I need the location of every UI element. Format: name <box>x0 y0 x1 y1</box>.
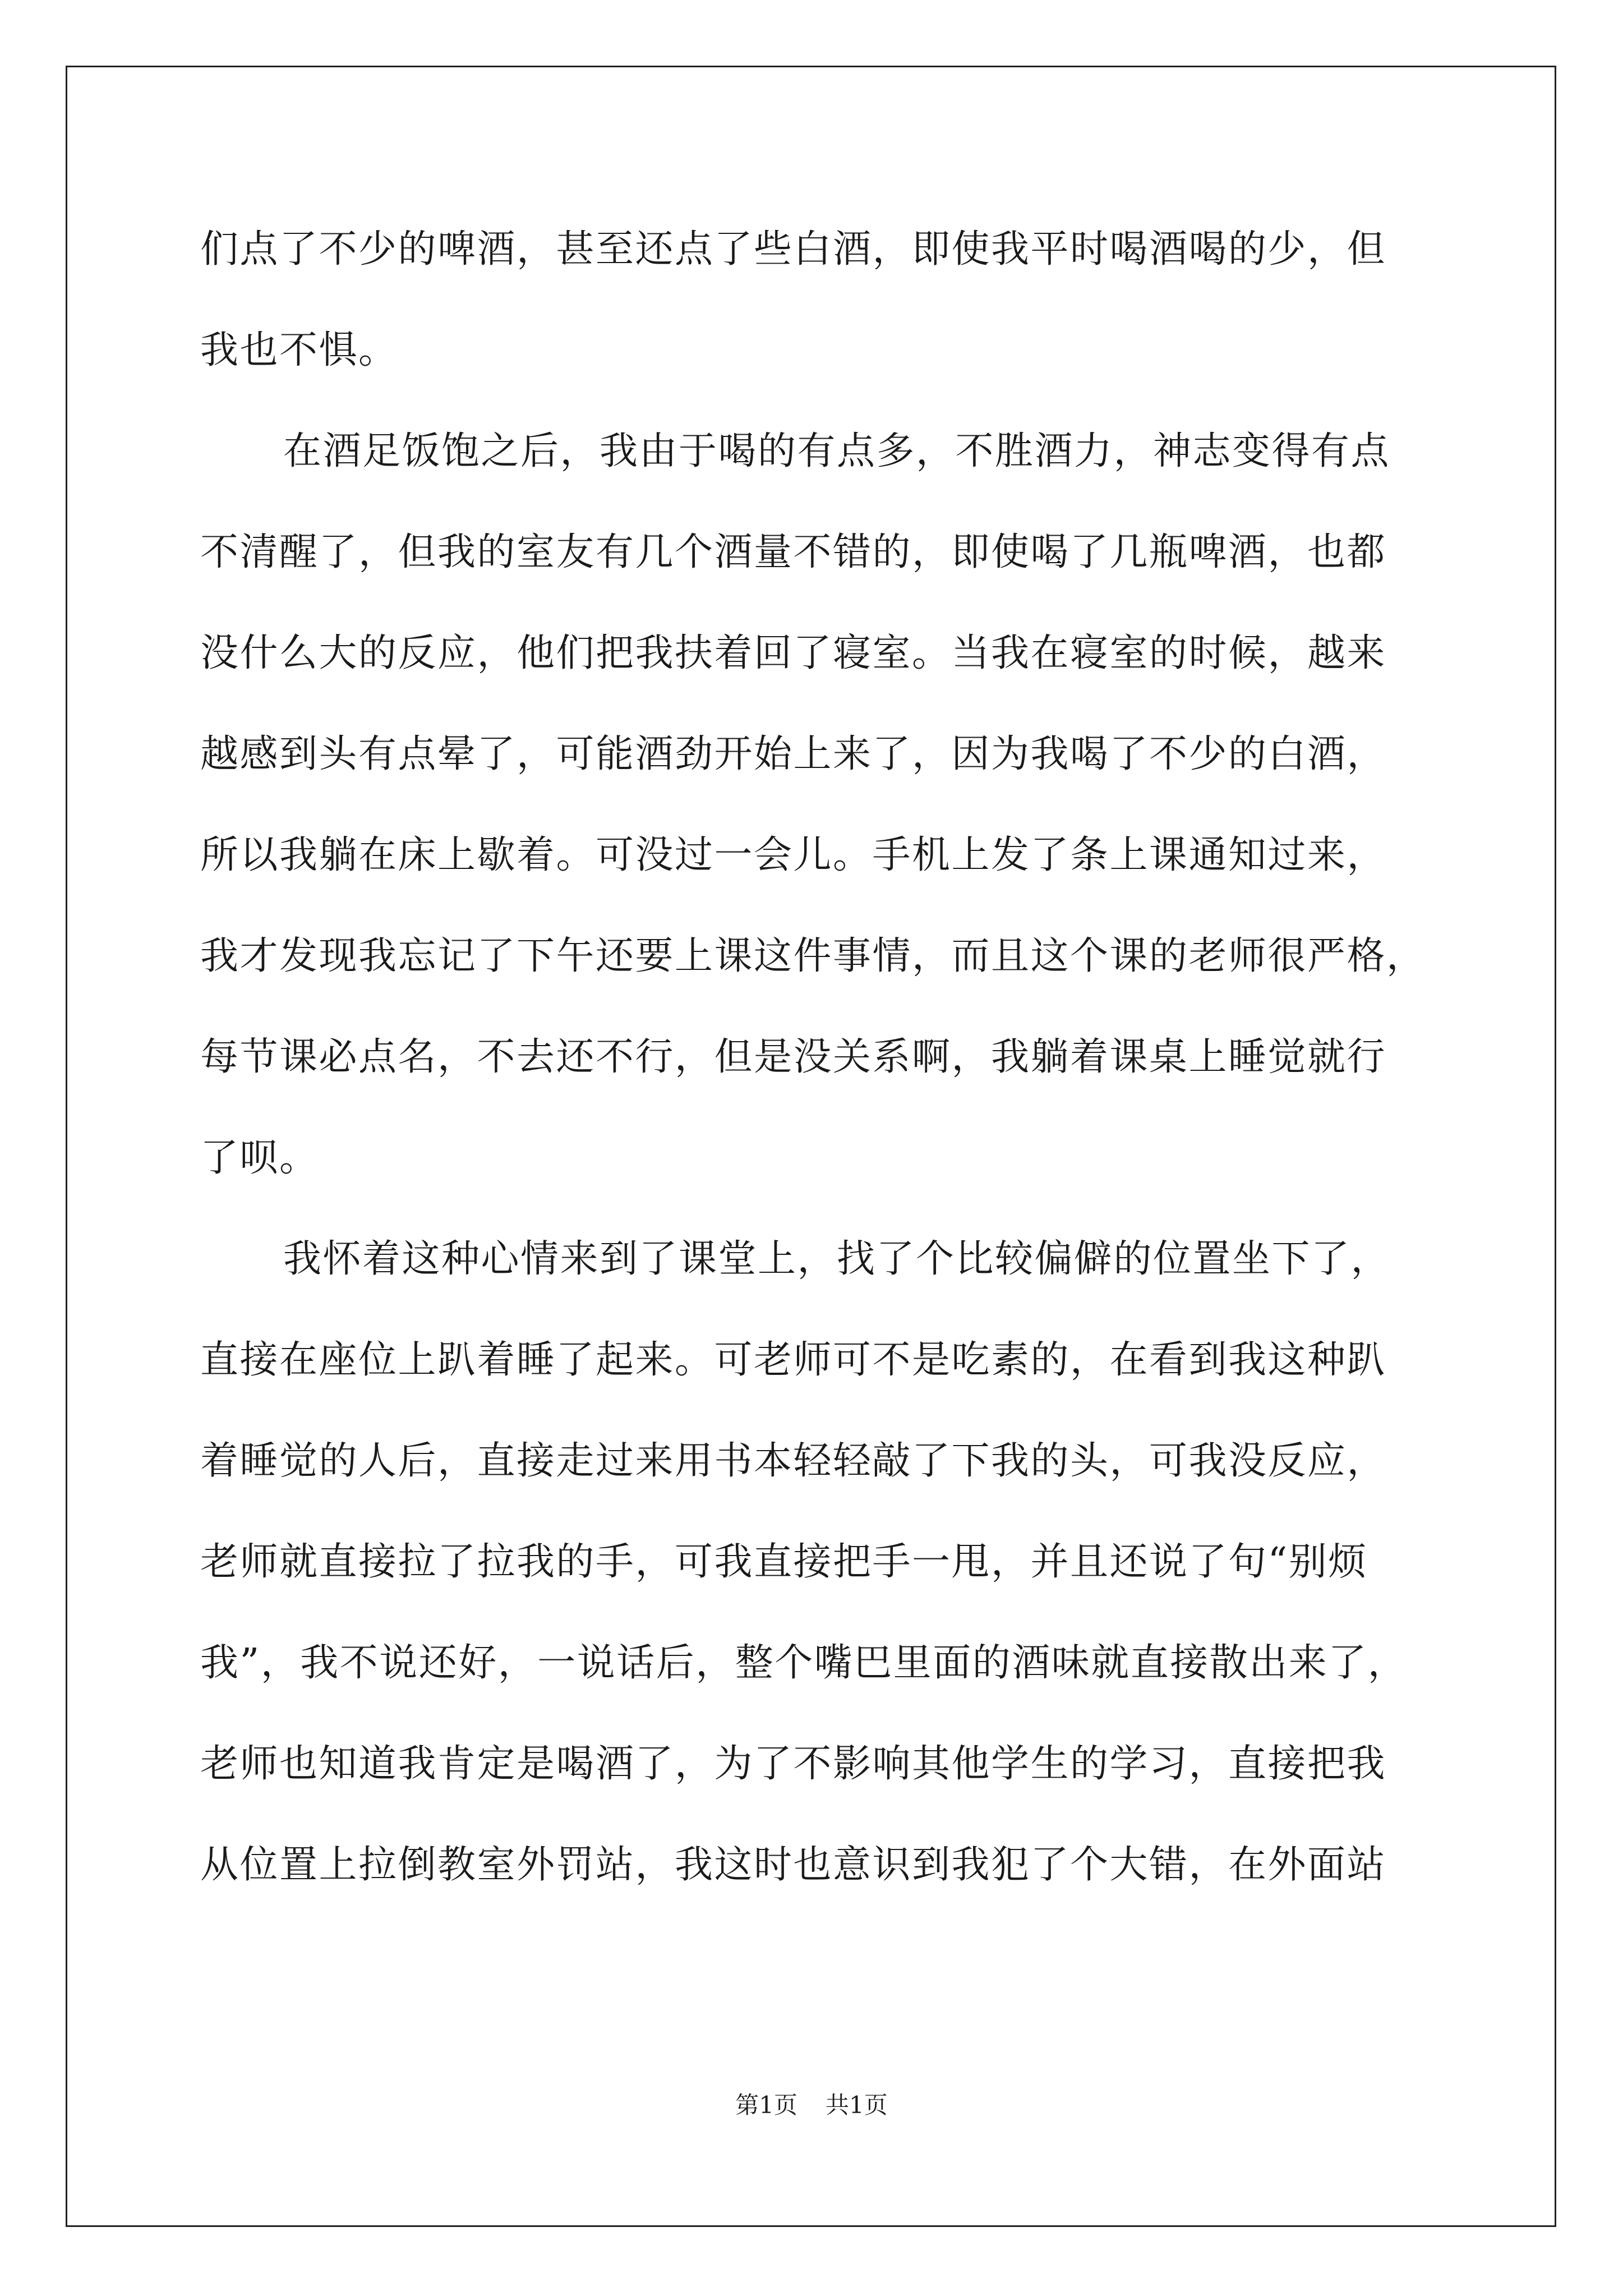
text-line: 我”，我不说还好，一说话后，整个嘴巴里面的酒味就直接散出来了， <box>200 1641 1408 1685</box>
text-line: 越感到头有点晕了，可能酒劲开始上来了，因为我喝了不少的白酒， <box>200 732 1387 776</box>
text-line: 着睡觉的人后，直接走过来用书本轻轻敲了下我的头，可我没反应， <box>200 1439 1387 1483</box>
page-total: 共1页 <box>826 2091 888 2119</box>
text-line: 老师就直接拉了拉我的手，可我直接把手一甩，并且还说了句“别烦 <box>200 1540 1368 1584</box>
page-footer <box>0 2087 1623 2120</box>
text-line: 我才发现我忘记了下午还要上课这件事情，而且这个课的老师很严格， <box>200 934 1426 978</box>
page-number: 第1页 <box>735 2091 797 2119</box>
text-line: 不清醒了，但我的室友有几个酒量不错的，即使喝了几瓶啤酒，也都 <box>200 530 1387 574</box>
document-body <box>200 213 1434 1930</box>
paragraph-first-line: 在酒足饭饱之后，我由于喝的有点多，不胜酒力，神志变得有点 <box>283 429 1391 473</box>
text-line: 从位置上拉倒教室外罚站，我这时也意识到我犯了个大错，在外面站 <box>200 1843 1387 1887</box>
text-line: 们点了不少的啤酒，甚至还点了些白酒，即使我平时喝酒喝的少，但 <box>200 227 1387 272</box>
text-line: 没什么大的反应，他们把我扶着回了寝室。当我在寝室的时候，越来 <box>200 631 1387 675</box>
text-line: 我也不惧。 <box>200 328 398 372</box>
paragraph-first-line: 我怀着这种心情来到了课堂上，找了个比较偏僻的位置坐下了， <box>283 1237 1391 1281</box>
text-line: 每节课必点名，不去还不行，但是没关系啊，我躺着课桌上睡觉就行 <box>200 1035 1387 1079</box>
text-line: 直接在座位上趴着睡了起来。可老师可不是吃素的，在看到我这种趴 <box>200 1338 1387 1382</box>
text-line: 老师也知道我肯定是喝酒了，为了不影响其他学生的学习，直接把我 <box>200 1742 1387 1786</box>
text-line: 了呗。 <box>200 1136 319 1180</box>
text-line: 所以我躺在床上歇着。可没过一会儿。手机上发了条上课通知过来， <box>200 833 1387 877</box>
